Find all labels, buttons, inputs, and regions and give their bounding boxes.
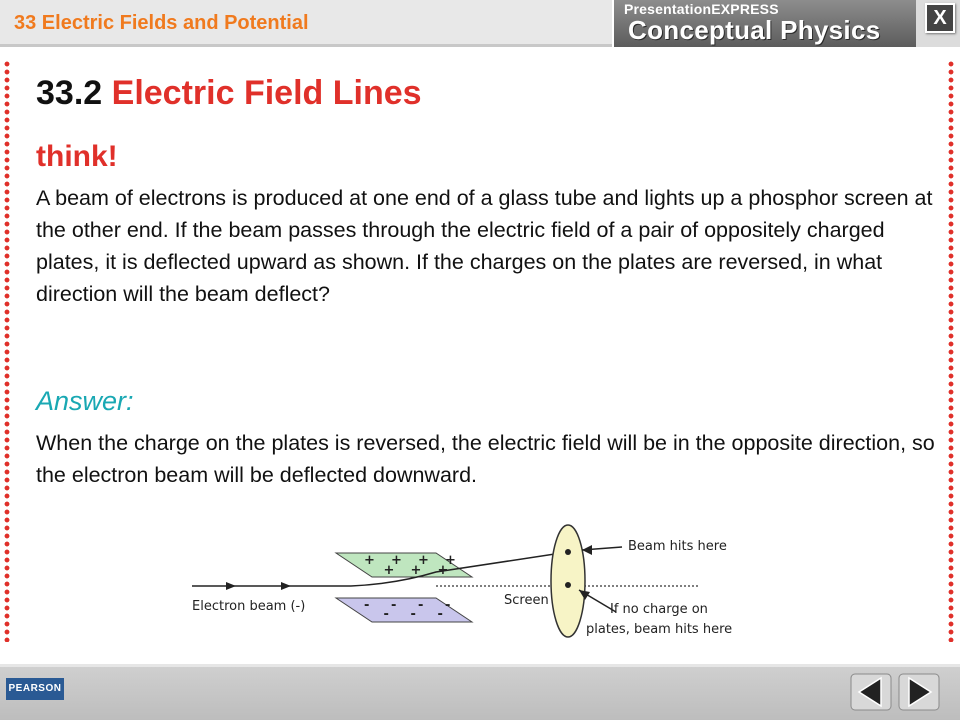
negative-charge-symbol: - [391,598,397,613]
answer-heading: Answer: [36,386,134,416]
positive-charge-symbol: + [364,553,375,568]
no-charge-label-line2: plates, beam hits here [586,622,733,637]
positive-charge-symbol: + [391,553,402,568]
close-button[interactable] [916,0,960,47]
chapter-title: 33 Electric Fields and Potential [14,12,309,34]
previous-slide-button[interactable] [850,672,892,712]
brand-subtitle-suffix: EXPRESS [711,1,779,17]
beam-arrow-icon [281,582,291,590]
brand-subtitle-prefix: Presentation [624,1,712,17]
negative-charge-symbol: - [437,607,443,622]
beam-hit-dot [565,549,571,555]
brand-title: Conceptual Physics [628,15,881,45]
beam-arrow-icon [226,582,236,590]
negative-charge-symbol: - [364,598,370,613]
section-number: 33.2 [36,74,103,112]
footer-bar [0,664,960,720]
footer-divider [0,664,960,667]
beam-hits-label: Beam hits here [628,539,727,554]
no-charge-label-line1: If no charge on [610,602,708,617]
next-slide-button[interactable] [898,672,940,712]
question-text: A beam of electrons is produced at one end of a glass tube and lights up a phosphor screen at the other end. If the beam passes through the electric field of a pair of oppositely charged plates, it is deflected upward as shown. If the charges on the plates are reversed, in what direction will the beam deflect? [36,186,933,306]
positive-charge-symbol: + [445,553,456,568]
section-title: Electric Field Lines [111,74,422,112]
brand-logo [612,0,918,47]
negative-charge-symbol: - [445,598,451,613]
dotted-border-right [948,60,954,642]
negative-charge-symbol: - [410,607,416,622]
pearson-logo: PEARSON [6,678,64,700]
dotted-border-left [4,60,10,642]
negative-plate [336,598,472,622]
negative-charge-symbol: - [418,598,424,613]
beam-label: Electron beam (-) [192,599,306,614]
positive-charge-symbol: + [418,553,429,568]
close-icon[interactable]: X [925,3,955,33]
electron-beam-diagram [186,522,786,642]
header-bar [0,0,612,47]
think-heading: think! [36,140,118,173]
phosphor-screen [551,525,585,637]
slide-title [36,74,422,113]
no-charge-hit-dot [565,582,571,588]
positive-charge-symbol: + [437,563,449,578]
positive-charge-symbol: + [383,563,395,578]
negative-charge-symbol: - [383,607,389,622]
screen-label: Screen [504,593,549,608]
answer-text: When the charge on the plates is reversed, the electric field will be in the opposite direction, so the electron beam will be deflected downward. [36,431,935,487]
positive-charge-symbol: + [410,563,422,578]
